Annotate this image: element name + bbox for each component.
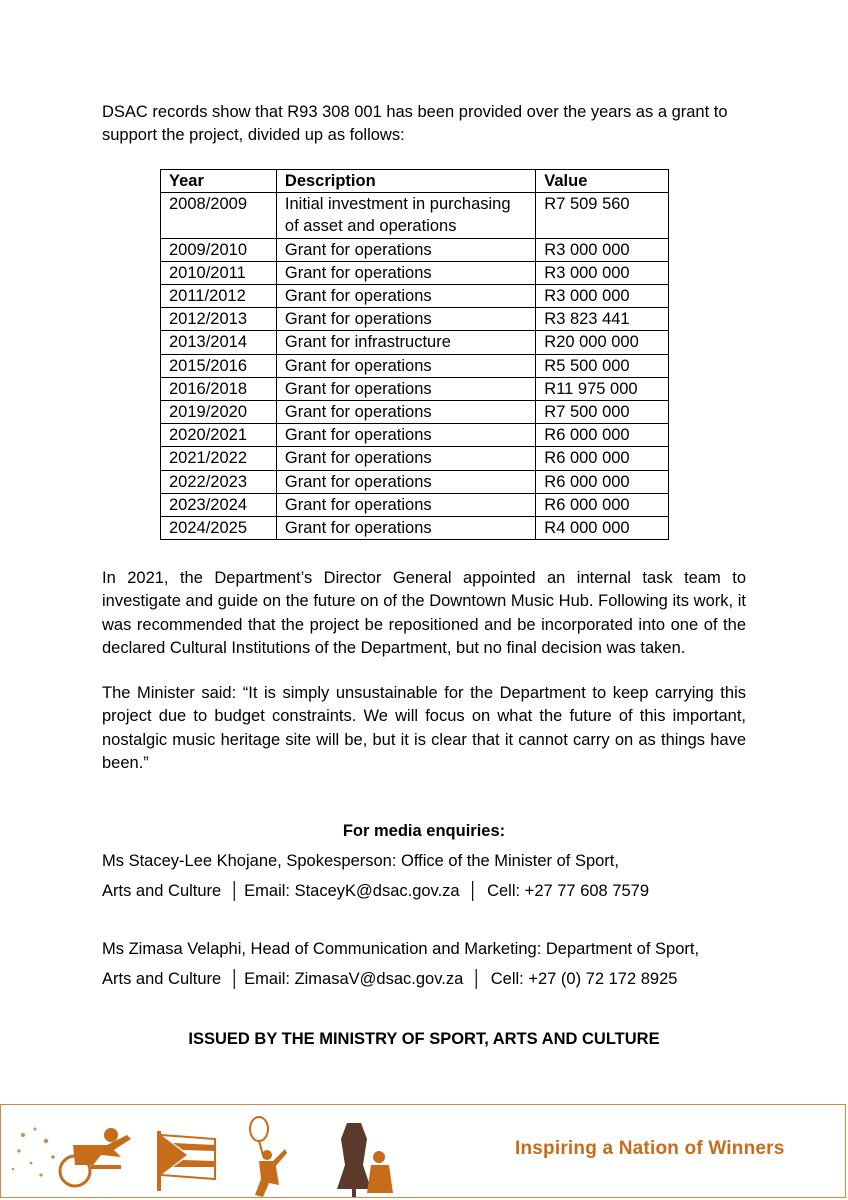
description-cell: Grant for operations [276, 377, 535, 400]
year-cell: 2011/2012 [161, 285, 277, 308]
footer-banner [0, 1104, 846, 1198]
minister-quote-paragraph: The Minister said: “It is simply unsustainable for the Department to keep carrying this project due to budget constraints. We will focus on what the future of this important, nostalgic music heritage site will be, but it is clear that it cannot carry on as things have been.” [102, 684, 746, 772]
wheelchair-athlete-icon [60, 1128, 131, 1186]
value-cell: R7 509 560 [536, 193, 669, 238]
description-cell: Grant for operations [276, 470, 535, 493]
header-year: Year [161, 170, 277, 193]
contact2-cell: Cell: +27 (0) 72 172 8925 [490, 970, 678, 988]
year-cell: 2010/2011 [161, 261, 277, 284]
year-cell: 2020/2021 [161, 424, 277, 447]
header-value: Value [536, 170, 669, 193]
year-cell: 2022/2023 [161, 470, 277, 493]
table-body [161, 193, 669, 540]
header-description: Description [276, 170, 535, 193]
separator: │ [229, 970, 241, 988]
value-cell: R5 500 000 [536, 354, 669, 377]
flag-icon [157, 1131, 215, 1191]
footer-slogan: Inspiring a Nation of Winners [515, 1138, 785, 1159]
issued-by-line: ISSUED BY THE MINISTRY OF SPORT, ARTS AND CULTURE [188, 1030, 660, 1048]
table-row [161, 470, 669, 493]
value-cell: R4 000 000 [536, 517, 669, 540]
table-row [161, 517, 669, 540]
description-cell: Grant for operations [276, 447, 535, 470]
value-cell: R3 823 441 [536, 308, 669, 331]
table-row [161, 261, 669, 284]
table-row [161, 331, 669, 354]
contact1-org: Arts and Culture [102, 882, 222, 900]
year-cell: 2016/2018 [161, 377, 277, 400]
task-team-paragraph: In 2021, the Department’s Director General appointed an internal task team to investigate and guide on the future on of the Downtown Music Hub. Following its work, it was recommended that the project be repositioned and be incorporated into one of the declared Cultural Institutions of the Department, but no final decision was taken. [102, 569, 746, 657]
year-cell: 2021/2022 [161, 447, 277, 470]
description-cell: Grant for operations [276, 354, 535, 377]
value-cell: R6 000 000 [536, 470, 669, 493]
contact1-line1: Ms Stacey-Lee Khojane, Spokesperson: Office of the Minister of Sport, [102, 852, 619, 870]
description-cell: Grant for operations [276, 401, 535, 424]
contact2-line2 [102, 968, 782, 990]
contact2-email[interactable]: Email: ZimasaV@dsac.gov.za [244, 970, 464, 988]
separator: │ [468, 882, 479, 900]
description-cell: Initial investment in purchasing of asset and operations [276, 193, 535, 238]
description-cell: Grant for operations [276, 285, 535, 308]
media-enquiries-heading: For media enquiries: [342, 822, 506, 840]
year-cell: 2023/2024 [161, 493, 277, 516]
year-cell: 2012/2013 [161, 308, 277, 331]
year-cell: 2008/2009 [161, 193, 277, 238]
dress-form-icon [337, 1123, 393, 1197]
table-row [161, 493, 669, 516]
value-cell: R6 000 000 [536, 424, 669, 447]
separator: │ [471, 970, 483, 988]
description-cell: Grant for operations [276, 238, 535, 261]
value-cell: R6 000 000 [536, 493, 669, 516]
table-row [161, 308, 669, 331]
year-cell: 2019/2020 [161, 401, 277, 424]
contact2-org: Arts and Culture [102, 970, 222, 988]
description-cell: Grant for operations [276, 308, 535, 331]
year-cell: 2009/2010 [161, 238, 277, 261]
description-cell: Grant for infrastructure [276, 331, 535, 354]
value-cell: R6 000 000 [536, 447, 669, 470]
description-cell: Grant for operations [276, 424, 535, 447]
value-cell: R11 975 000 [536, 377, 669, 400]
table-row [161, 424, 669, 447]
year-cell: 2015/2016 [161, 354, 277, 377]
table-row [161, 401, 669, 424]
contact1-line2 [102, 880, 782, 902]
splash-decoration-icon [12, 1128, 55, 1177]
grants-table [160, 169, 669, 540]
value-cell: R3 000 000 [536, 238, 669, 261]
table-row [161, 354, 669, 377]
table-row [161, 377, 669, 400]
tennis-player-icon [250, 1117, 287, 1197]
separator: │ [229, 882, 241, 900]
table-row [161, 238, 669, 261]
contact2-line1: Ms Zimasa Velaphi, Head of Communication and Marketing: Department of Sport, [102, 940, 700, 958]
description-cell: Grant for operations [276, 493, 535, 516]
table-row [161, 193, 669, 238]
value-cell: R3 000 000 [536, 285, 669, 308]
table-header-row [161, 170, 669, 193]
contact1-email[interactable]: Email: StaceyK@dsac.gov.za [244, 882, 460, 900]
table-row [161, 447, 669, 470]
year-cell: 2024/2025 [161, 517, 277, 540]
year-cell: 2013/2014 [161, 331, 277, 354]
description-cell: Grant for operations [276, 261, 535, 284]
value-cell: R20 000 000 [536, 331, 669, 354]
value-cell: R3 000 000 [536, 261, 669, 284]
value-cell: R7 500 000 [536, 401, 669, 424]
intro-paragraph: DSAC records show that R93 308 001 has been provided over the years as a grant to support the project, divided up as follows: [102, 103, 728, 145]
table-row [161, 285, 669, 308]
description-cell: Grant for operations [276, 517, 535, 540]
contact1-cell: Cell: +27 77 608 7579 [487, 882, 650, 900]
